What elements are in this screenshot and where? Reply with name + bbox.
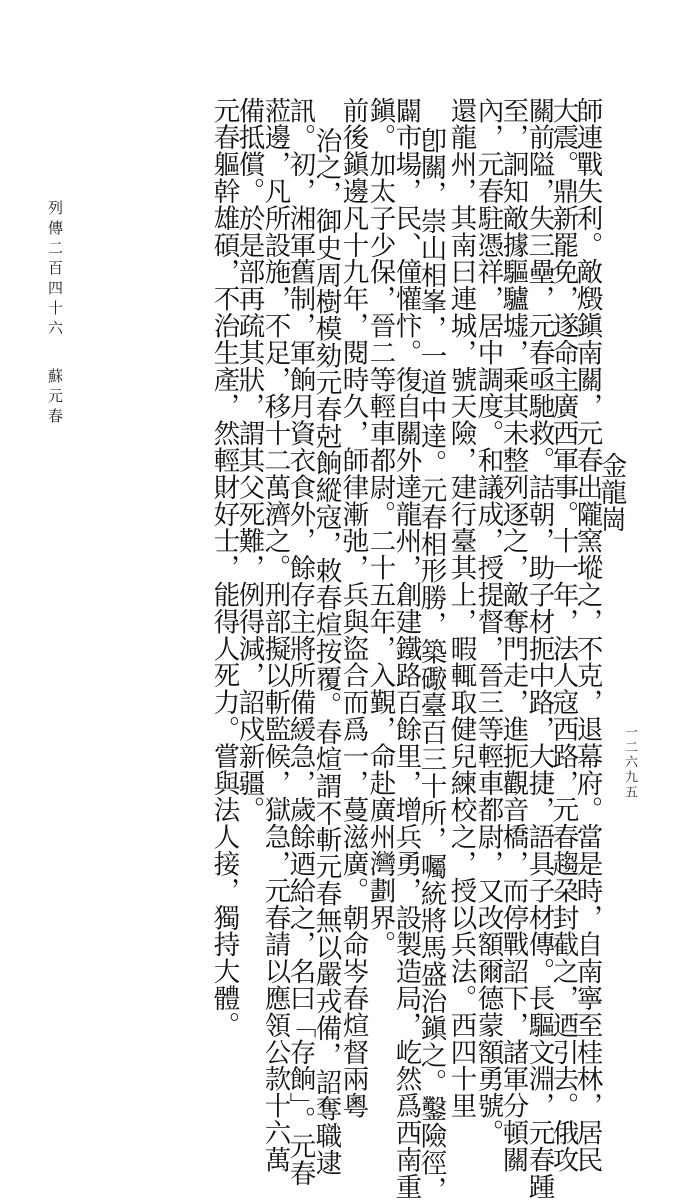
- text-column-10: 鎭。加太子少保，晉二等輕車都尉。二十五年，入覲，命赴廣州灣劃界。: [364, 97, 396, 958]
- text-column-7: 還龍州，其南曰連城，號天險，建行臺其上，暇輒取健兒練校之，授以兵法。西四十里: [445, 97, 477, 1120]
- text-column-11: 前後鎭邊凡十九年，閱時久，師律漸弛，兵與盜合而爲一，蔓滋廣。朝命岑春煊督兩粵: [337, 97, 369, 1120]
- text-column-5: 至，詗知敵據驅驢墟，乘其未整列逐之，敵奪門走，進扼觀音橋，而停戰詔下，諸軍分頓關: [497, 97, 529, 1173]
- text-column-8: 卽關，崇山相峯，一道中達。元春相形勝，築礮臺百三十所，囑統將馬盛治鎭之。鑿險徑，: [415, 127, 447, 1203]
- text-column-15: 備抵償。於是部再疏其狀，謂其父死難，例得減，詔戍新疆。: [233, 97, 265, 824]
- page-number: 一二六九五: [622, 725, 637, 800]
- text-column-13: 訊。初，湘軍舊制，軍餉月資衣食外，餘存主將所備緩急，歲餘迺給之，名曰「存餉」。元春: [284, 97, 316, 1187]
- text-column-16: 元春軀幹雄碩，不治生產，然輕財好士，能得人死力。嘗與法人接，獨持大體。: [208, 97, 240, 1039]
- text-column-2: 師連戰失利。敵燬鎭南關，元春出隴窯㙡之，不克，退幕府。當是時，自南寧至桂林，居民: [571, 97, 603, 1173]
- text-column-4: 關前隘，失三壘，元春亟馳救。詰朝，助子材扼中路，大捷，語具子材傳。長驅文淵，元春踵: [523, 97, 555, 1200]
- text-column-14: 蒞邊，凡所設施，不足，移十二萬濟之。刑部擬以斬監候，獄急，元春請以應領公款十六萬: [259, 97, 291, 1173]
- text-column-12: 治之，御史周樹模劾元春尅餉縱寇，敕春煊按覆。春煊謂不斬元春無以嚴戎備，詔奪職逮: [310, 127, 342, 1177]
- text-column-9: 闢市場，民、僮懽忭。復自關外達龍州，創建鐵路百餘里，增兵勇，設製造局，屹然爲西南重: [390, 97, 422, 1200]
- text-column-1: 金龍崗: [595, 452, 627, 533]
- header-section: 列傳二百四十六: [46, 200, 64, 340]
- text-column-3: 大震。鼎新罷免，遂命主廣西軍事。十一年，法人寇西路，元春趨朶封截之，迺引去。俄攻: [547, 97, 579, 1173]
- running-header: [45, 200, 66, 428]
- text-column-6: 內，元春駐憑祥，居中調度。和議成，授提督，晉三等輕車都尉，又改額爾德蒙額勇號。: [472, 97, 504, 1147]
- header-name: 蘇元春: [46, 368, 64, 428]
